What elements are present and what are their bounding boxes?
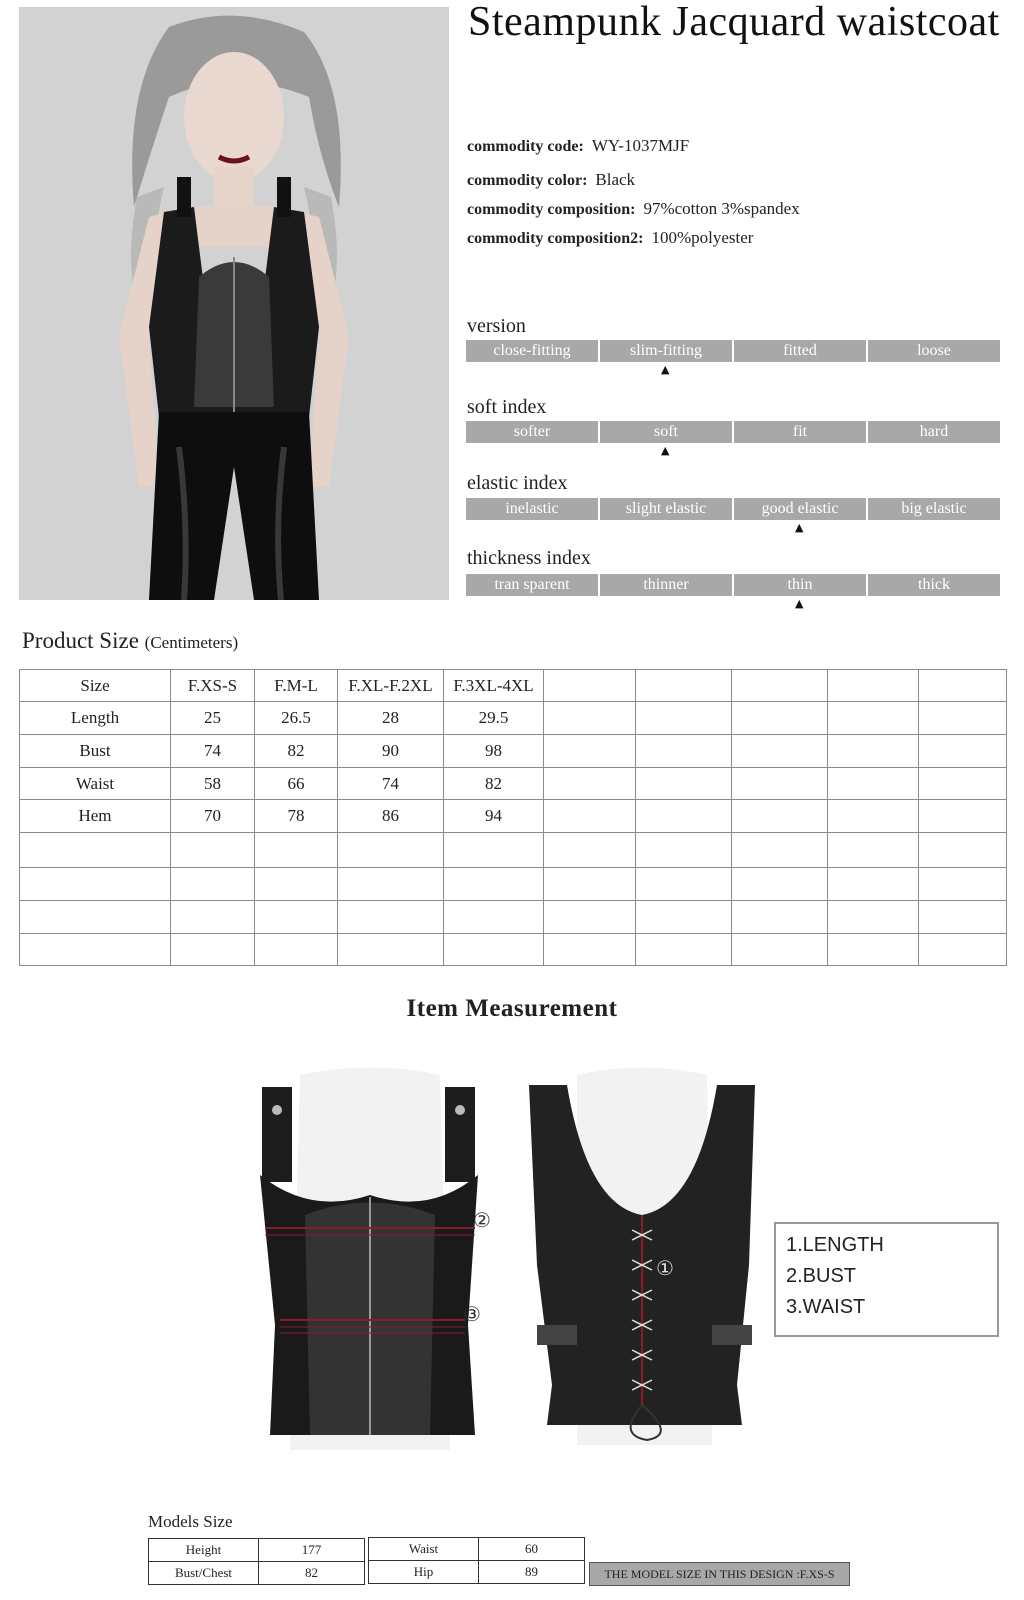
size-cell: 26.5 <box>255 702 338 735</box>
thickness-index-option: thick <box>868 574 1000 596</box>
size-cell <box>828 868 919 901</box>
spec-code: commodity code: WY-1037MJF <box>467 136 690 155</box>
version-scale <box>466 340 1000 362</box>
size-header-cell <box>544 670 636 702</box>
size-cell <box>828 934 919 966</box>
size-row-label <box>20 833 171 868</box>
size-header-cell: F.3XL-4XL <box>444 670 544 702</box>
size-cell <box>919 800 1007 833</box>
size-cell <box>919 868 1007 901</box>
size-cell <box>919 934 1007 966</box>
size-header-cell <box>919 670 1007 702</box>
size-cell: 70 <box>171 800 255 833</box>
size-cell <box>444 901 544 934</box>
size-cell <box>828 800 919 833</box>
elastic-index-option: good elastic <box>734 498 866 520</box>
version-option: fitted <box>734 340 866 362</box>
soft-index-label: soft index <box>467 396 547 418</box>
table-row <box>369 1561 585 1584</box>
size-cell <box>444 833 544 868</box>
thickness-index-scale <box>466 574 1000 596</box>
elastic-index-option: inelastic <box>466 498 598 520</box>
size-cell <box>636 901 732 934</box>
soft-index-option: fit <box>734 421 866 443</box>
model-size-note: THE MODEL SIZE IN THIS DESIGN :F.XS-S <box>589 1562 850 1586</box>
version-label: version <box>467 315 526 337</box>
version-option: loose <box>868 340 1000 362</box>
size-cell <box>636 934 732 966</box>
spec-color: commodity color: Black <box>467 170 636 189</box>
size-row-label: Length <box>20 702 171 735</box>
size-cell: 94 <box>444 800 544 833</box>
size-cell <box>544 833 636 868</box>
model-bust-value: 82 <box>259 1562 365 1585</box>
table-row <box>20 735 1007 768</box>
elastic-index-option: big elastic <box>868 498 1000 520</box>
soft-index-option: softer <box>466 421 598 443</box>
size-cell <box>338 833 444 868</box>
size-cell: 82 <box>255 735 338 768</box>
model-waist-value: 60 <box>479 1538 585 1561</box>
size-cell: 82 <box>444 768 544 800</box>
size-header-cell <box>636 670 732 702</box>
size-cell <box>544 800 636 833</box>
size-header-row <box>20 670 1007 702</box>
size-cell <box>255 901 338 934</box>
size-cell: 74 <box>338 768 444 800</box>
size-cell <box>544 934 636 966</box>
measurement-legend <box>774 1222 999 1337</box>
table-row <box>20 800 1007 833</box>
bust-marker: ② <box>473 1208 491 1232</box>
table-row <box>369 1538 585 1561</box>
size-cell <box>255 934 338 966</box>
spec-composition: commodity composition: 97%cotton 3%spandex <box>467 199 800 218</box>
model-hip-value: 89 <box>479 1561 585 1584</box>
size-cell <box>919 901 1007 934</box>
soft-index-option: soft <box>600 421 732 443</box>
size-cell <box>636 735 732 768</box>
size-header-cell <box>732 670 828 702</box>
size-header-cell <box>828 670 919 702</box>
legend-waist: 3.WAIST <box>786 1296 866 1318</box>
thickness-index-option: tran sparent <box>466 574 598 596</box>
size-cell <box>919 768 1007 800</box>
soft-index-option: hard <box>868 421 1000 443</box>
size-table <box>19 669 1007 966</box>
size-cell: 29.5 <box>444 702 544 735</box>
size-cell <box>171 868 255 901</box>
size-cell <box>544 735 636 768</box>
size-cell <box>732 735 828 768</box>
size-cell: 78 <box>255 800 338 833</box>
size-cell <box>544 868 636 901</box>
version-marker: ▲ <box>661 363 670 376</box>
size-cell <box>444 934 544 966</box>
size-cell <box>919 833 1007 868</box>
table-row <box>149 1539 365 1562</box>
thickness-index-option: thinner <box>600 574 732 596</box>
size-cell <box>732 768 828 800</box>
thickness-index-label: thickness index <box>467 547 591 569</box>
size-cell: 25 <box>171 702 255 735</box>
size-row-label <box>20 934 171 966</box>
table-row <box>20 702 1007 735</box>
size-cell <box>828 901 919 934</box>
model-waist-label: Waist <box>369 1538 479 1561</box>
size-row-label: Bust <box>20 735 171 768</box>
size-cell: 90 <box>338 735 444 768</box>
table-row <box>20 901 1007 934</box>
size-header-cell: Size <box>20 670 171 702</box>
elastic-index-label: elastic index <box>467 472 568 494</box>
size-cell: 86 <box>338 800 444 833</box>
garment-front-image <box>250 1065 490 1450</box>
thickness-index-marker: ▲ <box>795 597 804 610</box>
size-cell: 98 <box>444 735 544 768</box>
models-table-right <box>368 1537 585 1584</box>
product-title: Steampunk Jacquard waistcoat <box>468 0 1000 45</box>
size-row-label <box>20 868 171 901</box>
elastic-index-marker: ▲ <box>795 521 804 534</box>
size-cell <box>338 868 444 901</box>
size-cell <box>544 901 636 934</box>
model-height-value: 177 <box>259 1539 365 1562</box>
waist-marker: ③ <box>463 1302 481 1326</box>
model-hip-label: Hip <box>369 1561 479 1584</box>
thickness-index-option: thin <box>734 574 866 596</box>
table-row <box>149 1562 365 1585</box>
garment-back-image <box>527 1065 762 1445</box>
size-cell <box>636 768 732 800</box>
size-cell <box>338 934 444 966</box>
size-cell <box>732 901 828 934</box>
size-cell <box>171 833 255 868</box>
size-cell <box>636 702 732 735</box>
model-bust-label: Bust/Chest <box>149 1562 259 1585</box>
table-row <box>20 768 1007 800</box>
size-cell <box>828 702 919 735</box>
legend-length: 1.LENGTH <box>786 1234 884 1256</box>
size-cell <box>255 833 338 868</box>
size-cell <box>636 800 732 833</box>
size-header-cell: F.XS-S <box>171 670 255 702</box>
models-size-title: Models Size <box>148 1512 233 1531</box>
models-table-left <box>148 1538 365 1585</box>
size-row-label: Waist <box>20 768 171 800</box>
size-cell <box>338 901 444 934</box>
size-header-cell: F.M-L <box>255 670 338 702</box>
length-marker: ① <box>656 1256 674 1280</box>
size-cell <box>919 702 1007 735</box>
size-cell <box>255 868 338 901</box>
soft-index-marker: ▲ <box>661 444 670 457</box>
product-size-title: Product Size (Centimeters) <box>22 628 239 653</box>
table-row <box>20 934 1007 966</box>
size-cell <box>732 702 828 735</box>
size-cell <box>636 833 732 868</box>
size-cell: 66 <box>255 768 338 800</box>
spec-composition2: commodity composition2: 100%polyester <box>467 228 754 247</box>
size-cell <box>171 901 255 934</box>
size-row-label <box>20 901 171 934</box>
elastic-index-scale <box>466 498 1000 520</box>
size-cell <box>544 702 636 735</box>
model-height-label: Height <box>149 1539 259 1562</box>
table-row <box>20 868 1007 901</box>
size-cell: 28 <box>338 702 444 735</box>
size-header-cell: F.XL-F.2XL <box>338 670 444 702</box>
size-row-label: Hem <box>20 800 171 833</box>
size-cell: 58 <box>171 768 255 800</box>
elastic-index-option: slight elastic <box>600 498 732 520</box>
item-measurement-title: Item Measurement <box>406 995 618 1022</box>
version-option: close-fitting <box>466 340 598 362</box>
size-cell <box>544 768 636 800</box>
table-row <box>20 833 1007 868</box>
size-cell <box>444 868 544 901</box>
soft-index-scale <box>466 421 1000 443</box>
size-cell <box>732 934 828 966</box>
size-cell <box>732 800 828 833</box>
legend-bust: 2.BUST <box>786 1265 857 1287</box>
size-cell: 74 <box>171 735 255 768</box>
size-cell <box>732 833 828 868</box>
size-cell <box>828 735 919 768</box>
size-cell <box>828 768 919 800</box>
product-photo <box>19 7 449 600</box>
size-cell <box>171 934 255 966</box>
size-cell <box>828 833 919 868</box>
version-option: slim-fitting <box>600 340 732 362</box>
size-cell <box>636 868 732 901</box>
size-cell <box>732 868 828 901</box>
size-cell <box>919 735 1007 768</box>
